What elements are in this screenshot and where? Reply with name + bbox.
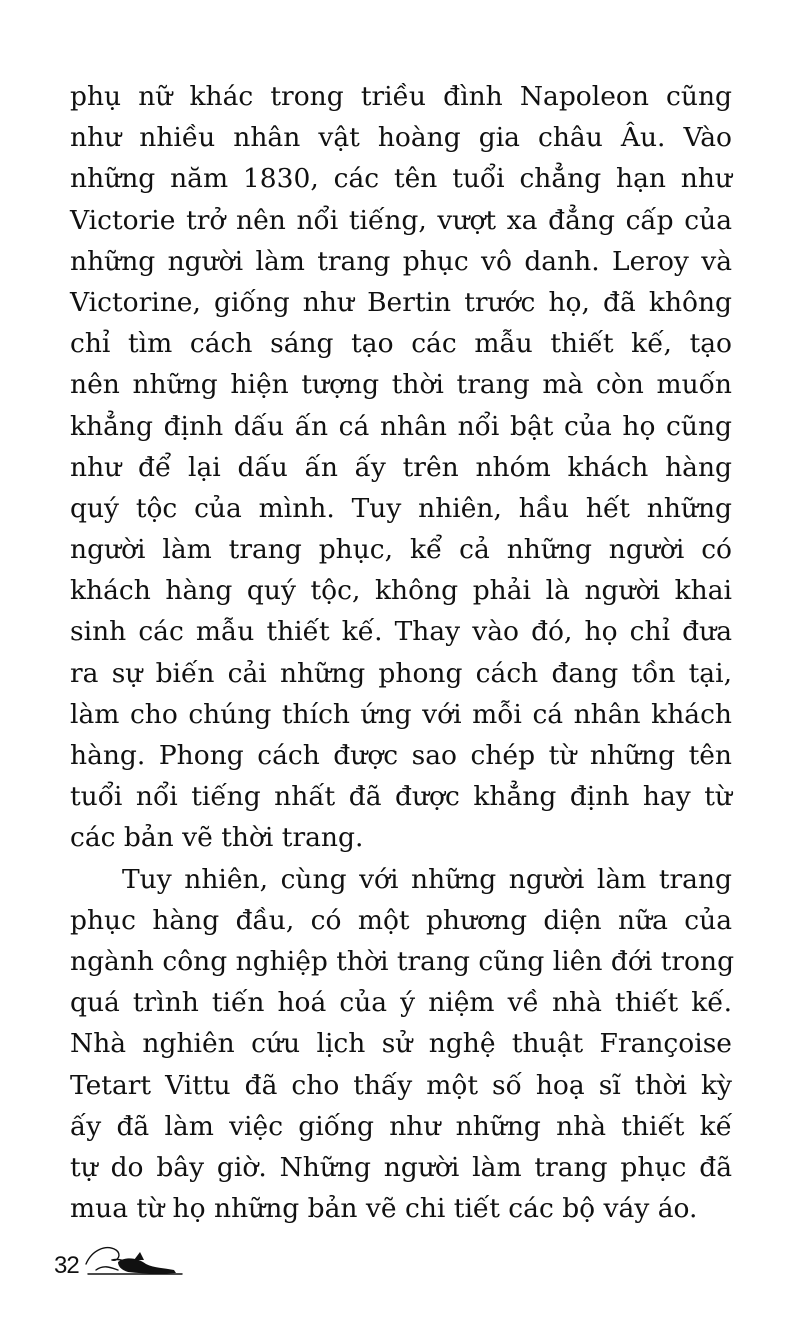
text-line: Tuy nhiên, cùng với những người làm trang: [122, 863, 732, 895]
text-line: Victorie trở nên nổi tiếng, vượt xa đẳng cấp của: [70, 204, 732, 236]
text-line: chỉ tìm cách sáng tạo các mẫu thiết kế, tạo: [70, 328, 732, 360]
text-line: nên những hiện tượng thời trang mà còn muốn: [70, 369, 732, 401]
text-line: sinh các mẫu thiết kế. Thay vào đó, họ chỉ đưa: [70, 616, 732, 648]
page-footer: [54, 1240, 184, 1290]
text-line: như nhiều nhân vật hoàng gia châu Âu. Vào: [70, 122, 732, 154]
text-line: những người làm trang phục vô danh. Leroy và: [70, 245, 732, 277]
page-number: 32: [54, 1252, 79, 1279]
text-line: phục hàng đầu, có một phương diện nữa của: [70, 904, 732, 936]
text-line: làm cho chúng thích ứng với mỗi cá nhân khách: [70, 698, 732, 730]
text-line: Nhà nghiên cứu lịch sử nghệ thuật Françoise: [70, 1028, 732, 1060]
text-line: các bản vẽ thời trang.: [70, 822, 364, 854]
text-line: như để lại dấu ấn ấy trên nhóm khách hàng: [70, 451, 732, 483]
text-line: Victorine, giống như Bertin trước họ, đã không: [70, 286, 732, 318]
text-line: khách hàng quý tộc, không phải là người khai: [70, 575, 732, 607]
text-line: ngành công nghiệp thời trang cũng liên đới trong: [70, 945, 735, 977]
text-line: hàng. Phong cách được sao chép từ những tên: [70, 740, 732, 771]
text-line: tuổi nổi tiếng nhất đã được khẳng định hay từ: [70, 781, 732, 813]
text-line: khẳng định dấu ấn cá nhân nổi bật của họ cũng: [70, 410, 732, 442]
text-line: ấy đã làm việc giống như những nhà thiết kế: [70, 1110, 732, 1142]
text-line: những năm 1830, các tên tuổi chẳng hạn như: [70, 163, 732, 195]
text-line: phụ nữ khác trong triều đình Napoleon cũng: [70, 81, 732, 112]
text-line: quá trình tiến hoá của ý niệm về nhà thiết kế.: [70, 987, 732, 1019]
text-line: tự do bây giờ. Những người làm trang phục đã: [70, 1151, 732, 1183]
text-line: quý tộc của mình. Tuy nhiên, hầu hết những: [70, 492, 732, 524]
text-line: người làm trang phục, kể cả những người có: [70, 534, 732, 566]
pen-nib-ornament-icon: [82, 1240, 192, 1284]
text-line: ra sự biến cải những phong cách đang tồn tại,: [70, 657, 732, 689]
text-line: mua từ họ những bản vẽ chi tiết các bộ váy áo.: [70, 1193, 698, 1225]
body-text: [70, 76, 735, 1229]
text-line: Tetart Vittu đã cho thấy một số hoạ sĩ thời kỳ: [70, 1069, 732, 1101]
